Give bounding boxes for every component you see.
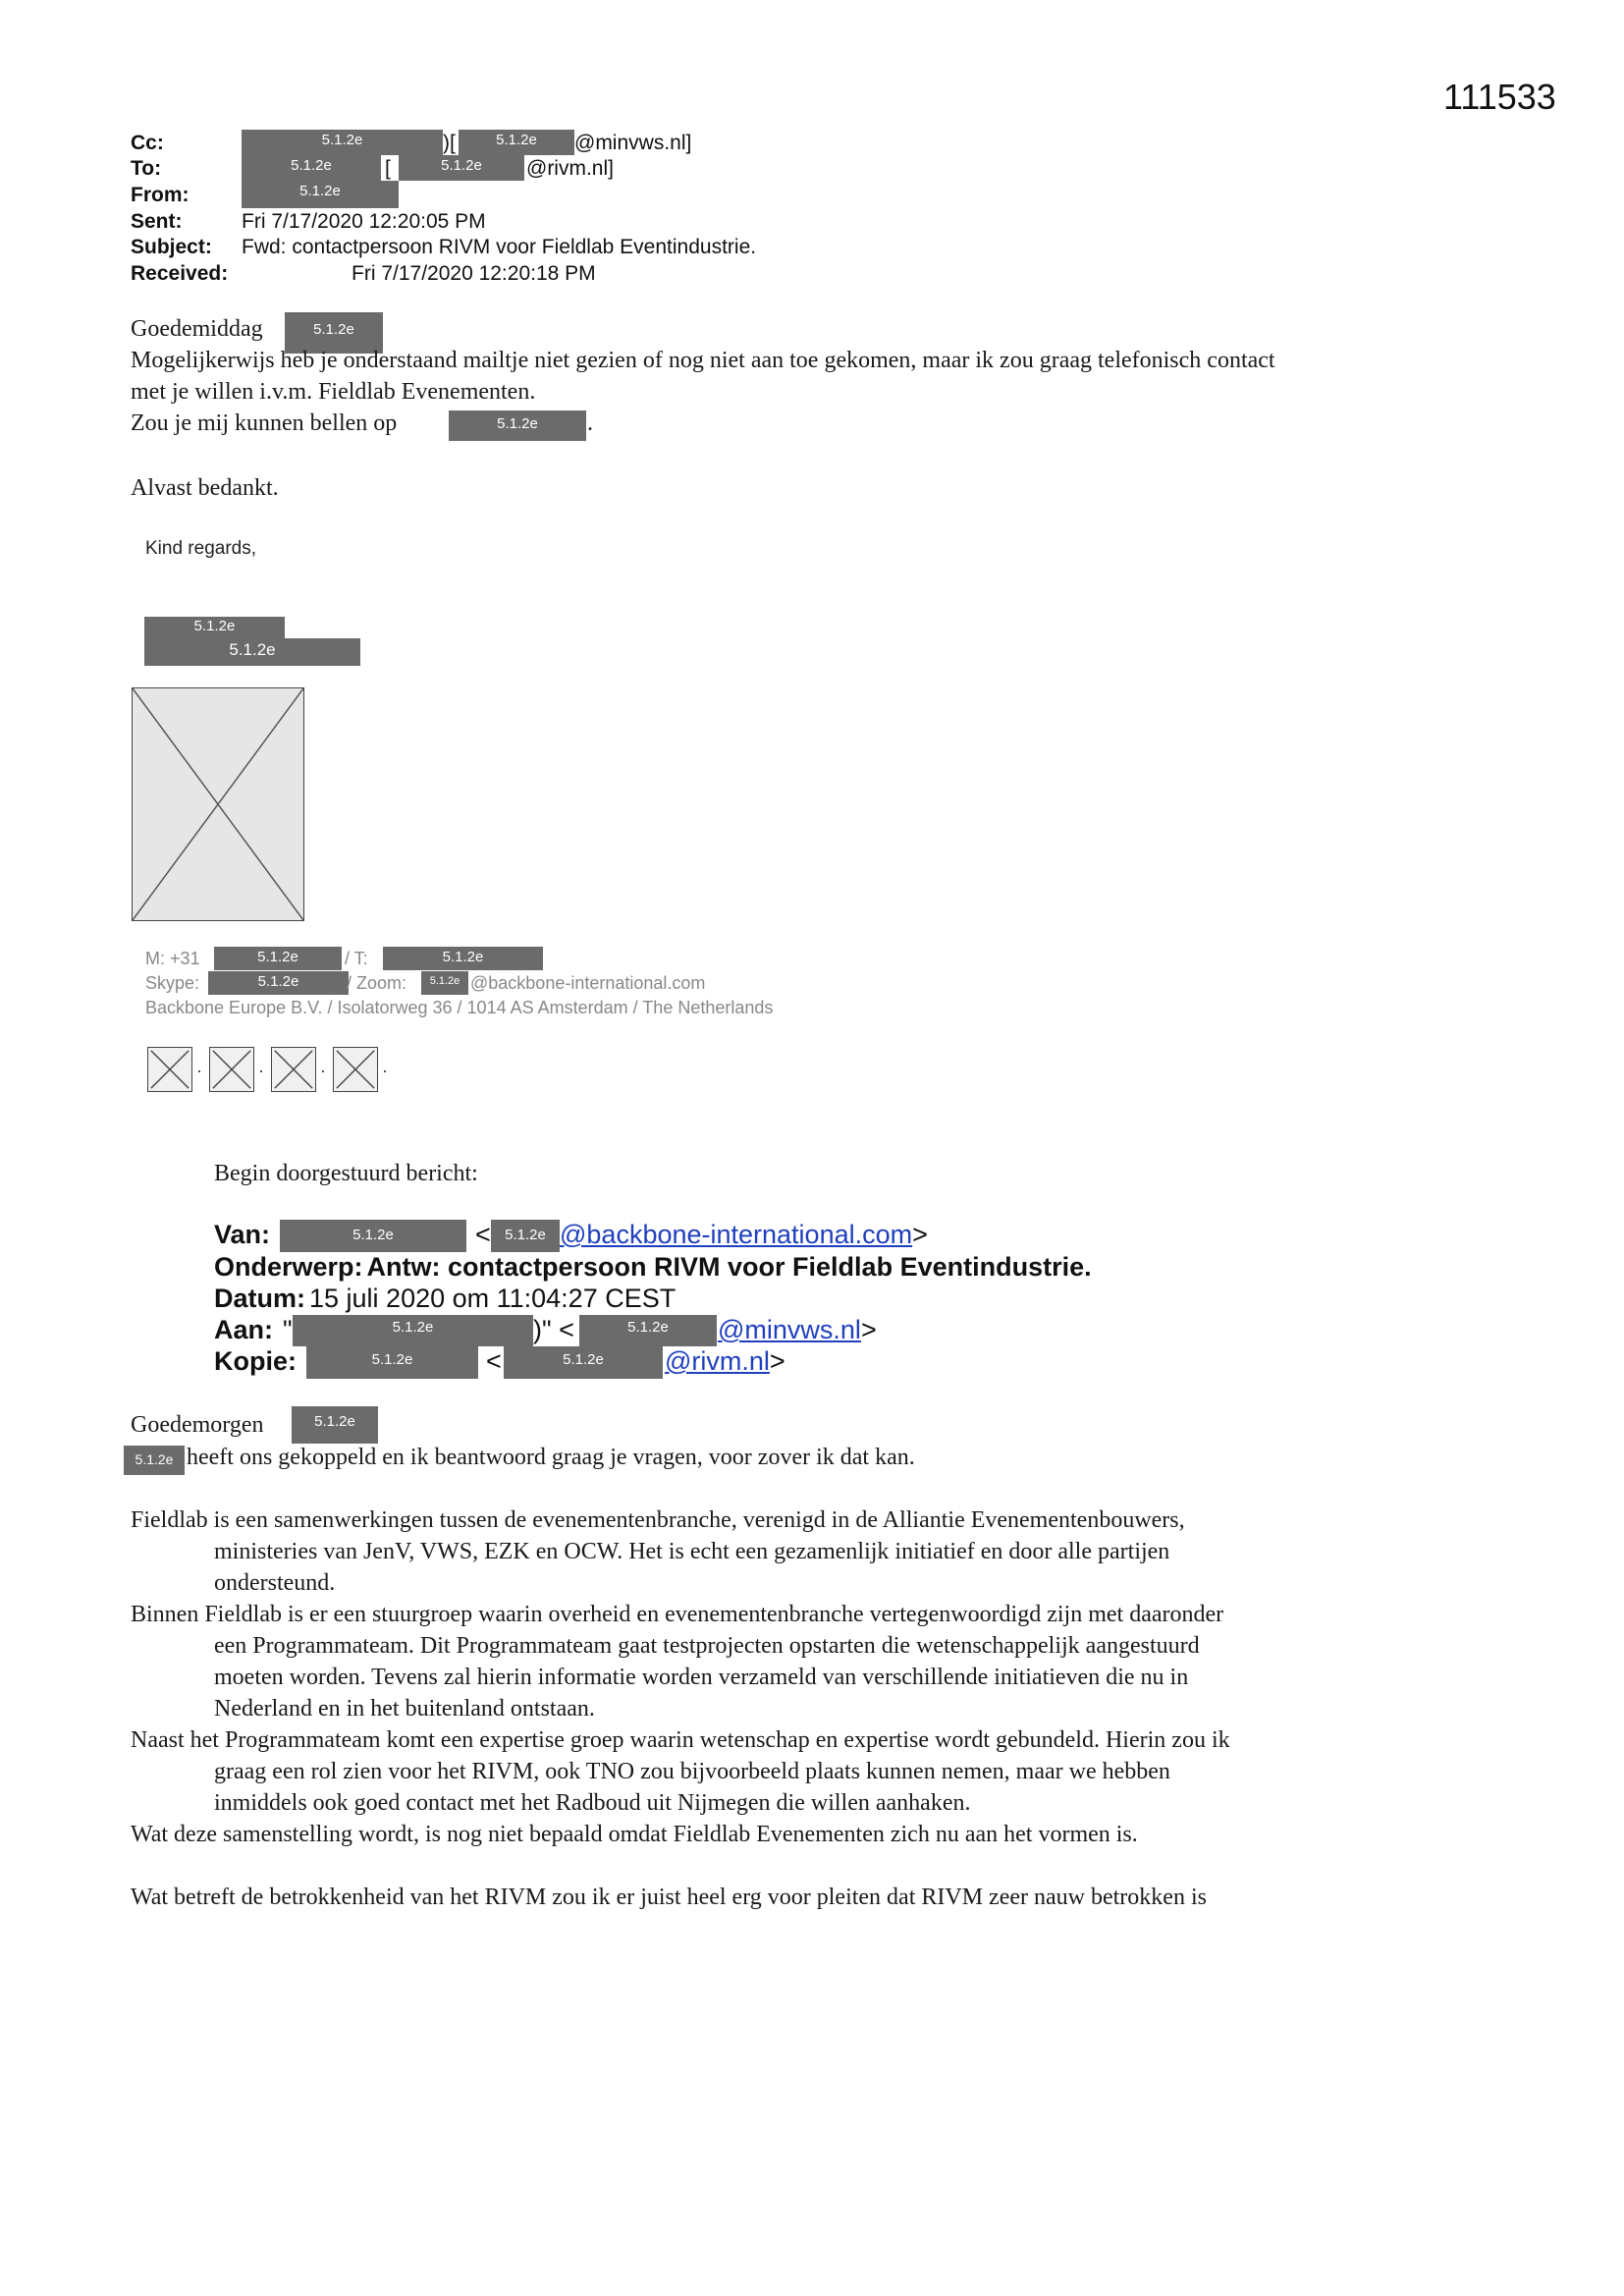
sent-value: Fri 7/17/2020 12:20:05 PM (242, 210, 486, 233)
redaction-to-name: 5.1.2e (242, 155, 381, 181)
kopie-label: Kopie: (214, 1346, 297, 1376)
subject-label: Subject: (131, 236, 212, 258)
aan-label: Aan: (214, 1315, 273, 1344)
thanks: Alvast bedankt. (131, 475, 279, 501)
p2-line-4: Nederland en in het buitenland ontstaan. (214, 1696, 595, 1722)
p2-line-3: moeten worden. Tevens zal hierin informatie worden verzameld van verschillende initiatieven die nu in (214, 1665, 1189, 1690)
closing: Kind regards, (145, 538, 257, 559)
social-icon-4[interactable] (333, 1047, 378, 1092)
redaction-sig-title: 5.1.2e (144, 638, 360, 666)
datum-row (214, 1284, 676, 1314)
broken-image-icon (272, 1048, 315, 1091)
redaction-aan-name: 5.1.2e (293, 1315, 533, 1346)
broken-image-icon (148, 1048, 191, 1091)
datum-label: Datum: (214, 1284, 305, 1313)
kopie-email: @rivm.nl> (665, 1346, 785, 1376)
icon-separator: · (196, 1061, 202, 1080)
aan-mid: )" < (533, 1315, 574, 1344)
redaction-reply-person: 5.1.2e (124, 1446, 185, 1475)
company-address: Backbone Europe B.V. / Isolatorweg 36 / 1014 AS Amsterdam / The Netherlands (145, 998, 774, 1017)
p1-line-1: Fieldlab is een samenwerkingen tussen de evenementenbranche, verenigd in de Alliantie Evenementenbouwers, (131, 1507, 1185, 1533)
reply-greeting: Goedemorgen (131, 1412, 264, 1438)
redaction-reply-greeting-name: 5.1.2e (292, 1406, 378, 1444)
social-icon-2[interactable] (209, 1047, 254, 1092)
zoom-domain: @backbone-international.com (470, 973, 706, 993)
cc-separator: )[ (443, 132, 456, 154)
broken-image-icon (334, 1048, 377, 1091)
zoom-label: / Zoom: (347, 973, 407, 993)
redaction-van-name: 5.1.2e (280, 1220, 466, 1252)
body-line-1: Mogelijkerwijs heb je onderstaand mailtje niet gezien of nog niet aan toe gekomen, maar ik zou graag telefonisch contact (131, 348, 1275, 373)
body-line-3: Zou je mij kunnen bellen op (131, 410, 398, 436)
p1-line-3: ondersteund. (214, 1570, 336, 1596)
icon-separator: · (258, 1061, 264, 1080)
redaction-cc-name: 5.1.2e (242, 130, 443, 155)
greeting: Goedemiddag (131, 316, 263, 342)
broken-image-icon (210, 1048, 253, 1091)
to-separator: [ (385, 157, 391, 180)
redaction-phone: 5.1.2e (449, 410, 586, 441)
cc-domain: @minvws.nl] (574, 132, 692, 154)
redaction-skype: 5.1.2e (208, 971, 349, 995)
onderwerp-row (214, 1252, 1092, 1283)
redaction-mobile: 5.1.2e (214, 947, 342, 970)
from-label: From: (131, 184, 189, 206)
social-icon-3[interactable] (271, 1047, 316, 1092)
body-line-3-end: . (587, 410, 593, 436)
van-lt: < (475, 1220, 491, 1249)
redaction-cc-email: 5.1.2e (459, 130, 574, 155)
redaction-from: 5.1.2e (242, 181, 399, 208)
sent-label: Sent: (131, 210, 183, 233)
to-label: To: (131, 157, 162, 180)
aan-email: @minvws.nl> (718, 1315, 877, 1344)
redaction-aan-email: 5.1.2e (579, 1315, 717, 1346)
p4: Wat deze samenstelling wordt, is nog niet bepaald omdat Fieldlab Evenementen zich nu aan het vormen is. (131, 1822, 1138, 1847)
onderwerp-value: Antw: contactpersoon RIVM voor Fieldlab Eventindustrie. (366, 1252, 1092, 1282)
p3-line-2: graag een rol zien voor het RIVM, ook TNO zou bijvoorbeeld plaats kunnen nemen, maar we hebben (214, 1759, 1170, 1784)
social-icon-1[interactable] (147, 1047, 192, 1092)
received-value: Fri 7/17/2020 12:20:18 PM (352, 262, 596, 285)
p3-line-1: Naast het Programmateam komt een expertise groep waarin wetenschap en expertise wordt gebundeld. Hierin zou ik (131, 1727, 1230, 1753)
redaction-van-email: 5.1.2e (491, 1220, 560, 1252)
onderwerp-label: Onderwerp: (214, 1252, 363, 1282)
to-domain: @rivm.nl] (526, 157, 614, 180)
redaction-sig-name: 5.1.2e (144, 617, 285, 638)
datum-value: 15 juli 2020 om 11:04:27 CEST (309, 1284, 677, 1313)
van-email-link[interactable]: @backbone-international.com (560, 1220, 913, 1249)
redaction-kopie-name: 5.1.2e (306, 1346, 478, 1379)
aan-email-link[interactable]: @minvws.nl (718, 1315, 861, 1344)
tel-prefix: / T: (345, 949, 368, 968)
forwarded-intro: Begin doorgestuurd bericht: (214, 1161, 478, 1186)
redaction-to-email: 5.1.2e (399, 155, 524, 181)
redaction-tel: 5.1.2e (383, 947, 543, 970)
icon-separator: · (382, 1061, 388, 1080)
reply-intro: heeft ons gekoppeld en ik beantwoord graag je vragen, voor zover ik dat kan. (187, 1445, 915, 1470)
p3-line-3: inmiddels ook goed contact met het Radboud uit Nijmegen die willen aanhaken. (214, 1790, 971, 1816)
broken-image-icon (133, 688, 303, 920)
p2-line-1: Binnen Fieldlab is er een stuurgroep waarin overheid en evenementenbranche vertegenwoordigd zijn met daaronder (131, 1602, 1224, 1627)
subject-value: Fwd: contactpersoon RIVM voor Fieldlab Eventindustrie. (242, 236, 757, 258)
p5: Wat betreft de betrokkenheid van het RIVM zou ik er juist heel erg voor pleiten dat RIVM zeer nauw betrokken is (131, 1885, 1207, 1910)
p1-line-2: ministeries van JenV, VWS, EZK en OCW. Het is echt een gezamenlijk initiatief en door alle partijen (214, 1539, 1170, 1564)
redaction-zoom: 5.1.2e (421, 971, 468, 995)
received-label: Received: (131, 262, 229, 285)
image-placeholder (132, 687, 304, 921)
p2-line-2: een Programmateam. Dit Programmateam gaat testprojecten opstarten die wetenschappelijk aangestuurd (214, 1633, 1200, 1659)
redaction-kopie-email: 5.1.2e (504, 1346, 663, 1379)
body-line-2: met je willen i.v.m. Fieldlab Evenementen. (131, 379, 536, 405)
redaction-greeting-name: 5.1.2e (285, 312, 383, 354)
skype-label: Skype: (145, 973, 200, 993)
icon-separator: · (320, 1061, 326, 1080)
cc-label: Cc: (131, 132, 164, 154)
mobile-prefix: M: +31 (145, 949, 200, 968)
page-number: 111533 (1443, 77, 1556, 117)
kopie-email-link[interactable]: @rivm.nl (665, 1346, 770, 1376)
van-label: Van: (214, 1220, 271, 1249)
van-email: @backbone-international.com> (560, 1220, 928, 1249)
kopie-lt: < (486, 1346, 502, 1376)
aan-quote: " (283, 1315, 293, 1344)
